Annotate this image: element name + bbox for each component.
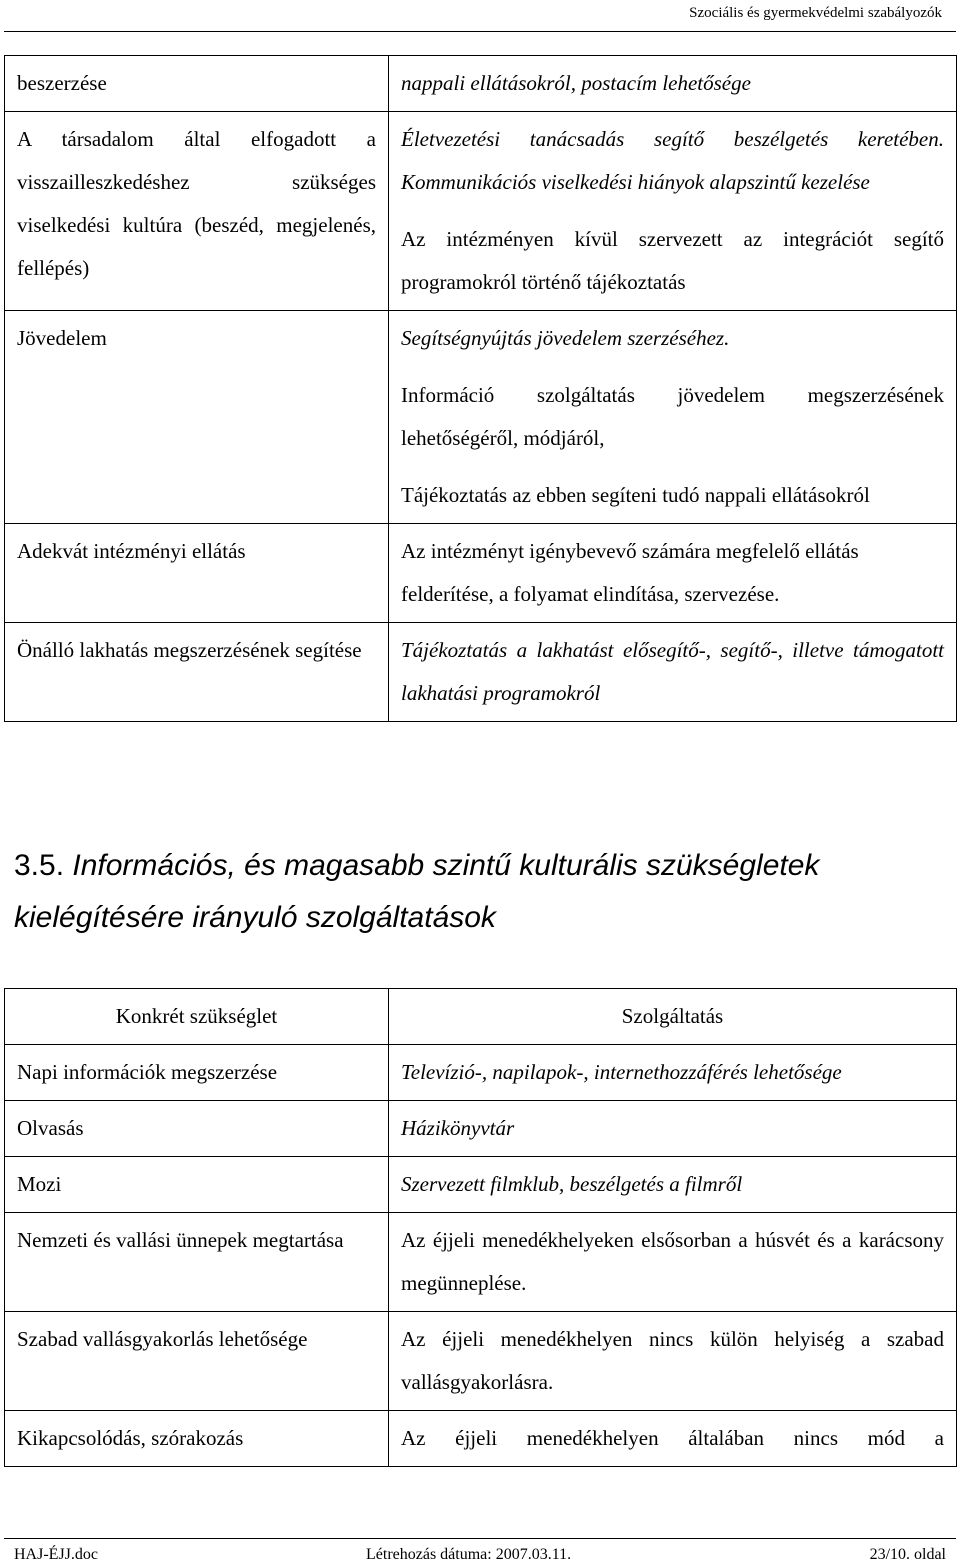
table-row <box>5 311 957 524</box>
section-title: Információs, és magasabb szintű kulturális szükségletek kielégítésére irányuló szolgáltatások <box>14 849 820 934</box>
information-cultural-services-table <box>4 988 957 1467</box>
need-cell: Napi információk megszerzése <box>5 1045 389 1101</box>
service-cell: Életvezetési tanácsadás segítő beszélgetés keretében. Kommunikációs viselkedési hiányok alapszintű kezelése Az intézményen kívül szervezett az integrációt segítő programokról történő tájékoztatás <box>389 112 957 311</box>
service-cell: Az éjjeli menedékhelyen általában nincs mód a <box>389 1411 957 1467</box>
service-cell: Házikönyvtár <box>389 1101 957 1157</box>
service-cell: Segítségnyújtás jövedelem szerzéséhez. Információ szolgáltatás jövedelem megszerzésének lehetőségéről, módjáról, Tájékoztatás az ebben segíteni tudó nappali ellátásokról <box>389 311 957 524</box>
need-cell: Önálló lakhatás megszerzésének segítése <box>5 623 389 722</box>
column-header-service: Szolgáltatás <box>389 989 957 1045</box>
footer-page-number: 23/10. oldal <box>869 1546 946 1563</box>
table-header-row <box>5 989 957 1045</box>
running-header: Szociális és gyermekvédelmi szabályozók <box>689 5 942 21</box>
table-row <box>5 524 957 623</box>
need-cell: Adekvát intézményi ellátás <box>5 524 389 623</box>
header-rule <box>4 31 956 32</box>
table-row <box>5 1312 957 1411</box>
table-row <box>5 623 957 722</box>
page-footer <box>14 1545 946 1565</box>
column-header-need: Konkrét szükséglet <box>5 989 389 1045</box>
footer-rule <box>4 1538 956 1539</box>
need-cell: Jövedelem <box>5 311 389 524</box>
service-cell: Az éjjeli menedékhelyeken elsősorban a húsvét és a karácsony megünneplése. <box>389 1213 957 1312</box>
table-row <box>5 112 957 311</box>
need-cell: Nemzeti és vallási ünnepek megtartása <box>5 1213 389 1312</box>
service-cell: Tájékoztatás a lakhatást elősegítő-, segítő-, illetve támogatott lakhatási programokról <box>389 623 957 722</box>
footer-created-date: Létrehozás dátuma: 2007.03.11. <box>366 1546 572 1563</box>
service-cell: Az éjjeli menedékhelyen nincs külön helyiség a szabad vallásgyakorlásra. <box>389 1312 957 1411</box>
table-row <box>5 56 957 112</box>
table-row <box>5 1213 957 1312</box>
section-heading <box>14 840 934 944</box>
need-cell: Kikapcsolódás, szórakozás <box>5 1411 389 1467</box>
section-number: 3.5. <box>14 849 65 882</box>
service-cell: nappali ellátásokról, postacím lehetősége <box>389 56 957 112</box>
table-row <box>5 1411 957 1467</box>
need-cell: Szabad vallásgyakorlás lehetősége <box>5 1312 389 1411</box>
service-cell: Az intézményt igénybevevő számára megfelelő ellátás felderítése, a folyamat elindítása, szervezése. <box>389 524 957 623</box>
service-cell: Szervezett filmklub, beszélgetés a filmről <box>389 1157 957 1213</box>
table-row <box>5 1101 957 1157</box>
need-cell: A társadalom által elfogadott a visszailleszkedéshez szükséges viselkedési kultúra (beszéd, megjelenés, fellépés) <box>5 112 389 311</box>
table-row <box>5 1045 957 1101</box>
needs-services-table-continued <box>4 55 957 722</box>
need-cell: Mozi <box>5 1157 389 1213</box>
need-cell: Olvasás <box>5 1101 389 1157</box>
table-row <box>5 1157 957 1213</box>
need-cell: beszerzése <box>5 56 389 112</box>
footer-filename: HAJ-ÉJJ.doc <box>14 1546 98 1563</box>
service-cell: Televízió-, napilapok-, internethozzáférés lehetősége <box>389 1045 957 1101</box>
